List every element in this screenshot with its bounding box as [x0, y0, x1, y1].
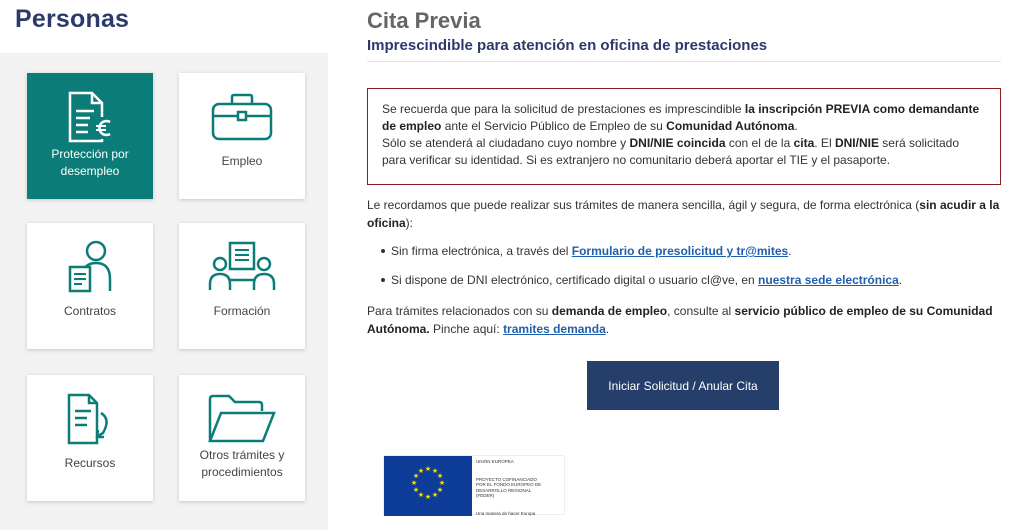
eu-feder-logo — [383, 455, 565, 515]
tile-contratos[interactable] — [27, 223, 153, 349]
tile-label: Protección por desempleo — [51, 147, 129, 179]
person-document-icon — [55, 236, 125, 298]
notice-text: Sólo se atenderá al ciudadano cuyo nombre y — [382, 136, 630, 150]
tile-label: Contratos — [63, 304, 117, 318]
services-panel — [0, 53, 328, 530]
bullet-dot — [381, 249, 385, 253]
bullet-text: . — [898, 273, 903, 287]
notice-text: ante el Servicio Público de Empleo de su — [441, 119, 667, 133]
svg-text:★: ★ — [417, 491, 425, 499]
demand-emphasis: demanda de empleo — [551, 304, 668, 318]
section-title-personas: Personas — [15, 5, 130, 33]
document-euro-icon — [55, 86, 125, 148]
svg-text:★: ★ — [412, 472, 420, 480]
tile-proteccion-desempleo[interactable] — [27, 73, 153, 199]
demand-text: Para trámites relacionados con su — [367, 304, 552, 318]
demand-text: , consulte al — [667, 304, 735, 318]
tile-formacion[interactable] — [179, 223, 305, 349]
svg-text:★: ★ — [436, 472, 444, 480]
eu-flag-icon — [384, 456, 472, 516]
notice-emphasis: cita — [793, 136, 815, 150]
notice-emphasis: la inscripción PREVIA como demandante de empleo — [382, 102, 980, 133]
tile-label: Empleo — [221, 154, 263, 168]
notice-text: . El — [814, 136, 835, 150]
eu-logo-line: DESARROLLO REGIONAL — [476, 487, 532, 493]
svg-text:★: ★ — [410, 479, 418, 487]
bullet-dot — [381, 278, 385, 282]
tile-empleo[interactable] — [179, 73, 305, 199]
list-item-sede — [381, 273, 902, 287]
svg-text:★: ★ — [431, 491, 439, 499]
tile-otros-tramites[interactable] — [179, 375, 305, 501]
svg-text:★: ★ — [436, 486, 444, 494]
document-return-icon — [55, 388, 125, 450]
svg-text:★: ★ — [424, 465, 432, 473]
tramites-demanda-link[interactable]: tramites demanda — [503, 322, 606, 336]
eu-logo-line: Una manera de hacer Europa — [476, 510, 536, 516]
list-item-presolicitud — [381, 244, 792, 258]
folder-icon — [207, 388, 277, 450]
notice-emphasis: DNI/NIE coincida — [629, 136, 726, 150]
eu-logo-line: UNIÓN EUROPEA — [476, 459, 514, 464]
sede-electronica-link[interactable]: nuestra sede electrónica — [758, 273, 899, 287]
tile-label: Recursos — [64, 456, 116, 470]
svg-text:★: ★ — [438, 479, 446, 487]
bullet-text: Sin firma electrónica, a través del — [391, 244, 572, 258]
presolicitud-link[interactable]: Formulario de presolicitud y tr@mites — [571, 244, 789, 258]
svg-text:★: ★ — [424, 493, 432, 501]
notice-box — [367, 88, 1001, 185]
eu-logo-line: (FEDER) — [476, 493, 495, 499]
svg-text:★: ★ — [431, 467, 439, 475]
page-title: Cita Previa — [367, 8, 481, 33]
svg-text:★: ★ — [417, 467, 425, 475]
eu-logo-text — [472, 456, 564, 514]
bullet-text: . — [788, 244, 792, 258]
iniciar-solicitud-button[interactable]: Iniciar Solicitud / Anular Cita — [587, 361, 779, 410]
intro-paragraph — [367, 196, 1007, 232]
classroom-icon — [207, 236, 277, 298]
notice-emphasis: Comunidad Autónoma — [666, 119, 795, 133]
notice-text: Se recuerda que para la solicitud de prestaciones es imprescindible — [382, 102, 745, 116]
tile-label: Formación — [213, 304, 271, 318]
notice-text: con el de la — [725, 136, 794, 150]
notice-emphasis: DNI/NIE — [834, 136, 879, 150]
demand-emphasis: servicio público de empleo de su Comunidad Autónoma. — [367, 304, 993, 336]
intro-text: Le recordamos que puede realizar sus trámites de manera sencilla, ágil y segura, de forma electrónica ( — [367, 198, 920, 212]
demand-paragraph — [367, 302, 1007, 338]
bullet-text: Si dispone de DNI electrónico, certificado digital o usuario cl@ve, en — [391, 273, 759, 287]
demand-text: . — [605, 322, 610, 336]
notice-text: . — [794, 119, 798, 133]
eu-logo-line: POR EL FONDO EUROPEO DE — [476, 482, 542, 488]
divider — [367, 61, 1001, 62]
intro-text: ): — [405, 216, 414, 230]
svg-text:★: ★ — [412, 486, 420, 494]
page-subtitle: Imprescindible para atención en oficina de prestaciones — [367, 37, 768, 54]
briefcase-icon — [207, 86, 277, 148]
eu-logo-line: PROYECTO COFINANCIADO — [476, 476, 537, 482]
intro-emphasis: sin acudir a la oficina — [367, 198, 1000, 230]
tile-recursos[interactable] — [27, 375, 153, 501]
demand-text: Pinche aquí: — [429, 322, 504, 336]
tile-label: Otros trámites y procedimientos — [199, 448, 285, 480]
notice-text: será solicitado para verificar su identidad. Si es extranjero no comunitario deberá aportar el TIE y el pasaporte. — [382, 136, 959, 167]
